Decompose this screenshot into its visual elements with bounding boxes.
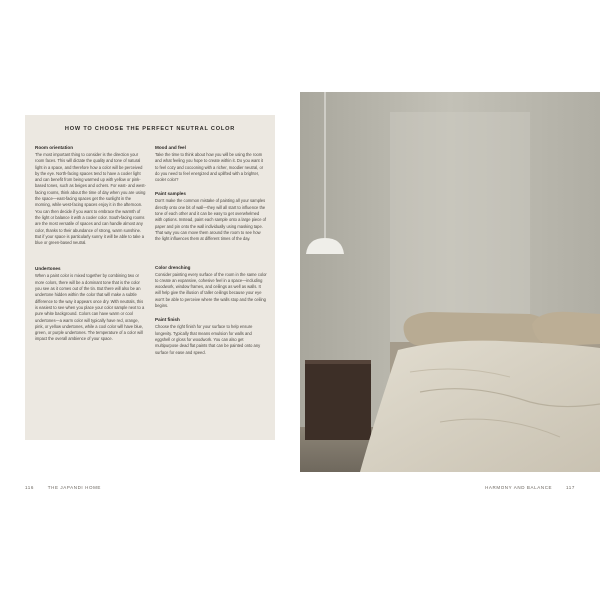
section-heading: Room orientation <box>35 145 74 150</box>
left-column <box>35 145 147 351</box>
section-heading: Undertones <box>35 266 61 272</box>
section-body: Take the time to think about how you will be using the room and what feeling you hope to create within it. Do you want it to feel cozy and cocooning with a richer, moodier neutral, or do you need to feel energized and uplifted with a brighter, cooler color? <box>155 152 264 183</box>
section-heading: Color drenching <box>155 264 191 270</box>
section-heading: Paint samples <box>155 191 186 197</box>
bedroom-photo <box>300 92 600 472</box>
section-color-drenching <box>155 265 267 310</box>
right-column <box>155 145 267 364</box>
right-page-number: 117 <box>566 485 575 490</box>
right-footer <box>485 485 575 490</box>
section-room-orientation <box>35 145 147 246</box>
panel-title: HOW TO CHOOSE THE PERFECT NEUTRAL COLOR <box>64 126 236 132</box>
info-panel <box>25 115 275 440</box>
left-page-number: 116 <box>25 485 34 490</box>
section-body: Choose the right finish for your surface to help ensure longevity. Typically that means emulsion for walls and eggshell or gloss for woodwork. You can also get multipurpose dead flat paints that can be painted onto any surface for ease and speed. <box>155 324 261 355</box>
section-undertones <box>35 266 147 342</box>
section-heading: Paint finish <box>155 317 180 323</box>
section-body: When a paint color is mixed together by combining two or more colors, there will be a dominant tone that is the color you see as it comes out of the tin. But there will also be an undertone hidden within the color that will make a subtle difference to the way it appears once dry. With neutrals, this is easiest to see when you place your color sample next to a pure white background. Colors can have warm or cool undertones—a warm color will typically have red, orange, pink, or yellow undertones, while a cool color will have blue, green, or purple undertones. The temperature of a color will impact the overall ambience of your space. <box>35 273 145 342</box>
section-body: The most important thing to consider is the direction your room faces. This will dictate the quality and tone of natural light in a space, and therefore how a color will be perceived by the eye. North-facing spaces tend to have a cooler light and can benefit from being warmed up with yellow or pink-based tones, such as beiges and ochers. For east- and west-facing rooms, think about the time of day when you are using the space—east-facing spaces get the sunlight in the morning, while west-facing spaces enjoy it in the afternoon. You can then decide if you want to embrace the warmth of the light or balance it with a cooler color. South-facing rooms are the most versatile of spaces and can handle almost any color, thanks to their abundance of strong, warm sunshine. But if your space is particularly sunny it will be able to take a blue or green-based neutral. <box>35 152 146 246</box>
section-body: Consider painting every surface of the room in the same color to create an expansive, cohesive feel in a space—including woodwork, window frames, and ceilings as well as walls. It will help give the illusion of taller ceilings because your eye won't be able to perceive where the walls stop and the ceiling begins. <box>155 271 267 309</box>
nightstand <box>305 360 371 440</box>
bedroom-illustration <box>300 92 600 472</box>
section-heading: Mood and feel <box>155 145 186 150</box>
section-body: Don't make the common mistake of painting all your samples directly onto one bit of wall—they will all start to influence the tone of each other and it can be easy to get overwhelmed with options. Instead, paint each sample onto a large piece of paper and pin onto the wall individually using masking tape. That way you can move them around the room to see how the light influences them at different times of the day. <box>155 198 267 242</box>
left-footer <box>25 485 101 490</box>
right-running-head: HARMONY AND BALANCE <box>485 485 553 490</box>
section-paint-samples <box>155 191 267 242</box>
section-paint-finish <box>155 317 267 355</box>
section-mood-and-feel <box>155 145 267 183</box>
pillow-right <box>532 312 600 346</box>
left-running-head: THE JAPANDI HOME <box>47 485 102 490</box>
